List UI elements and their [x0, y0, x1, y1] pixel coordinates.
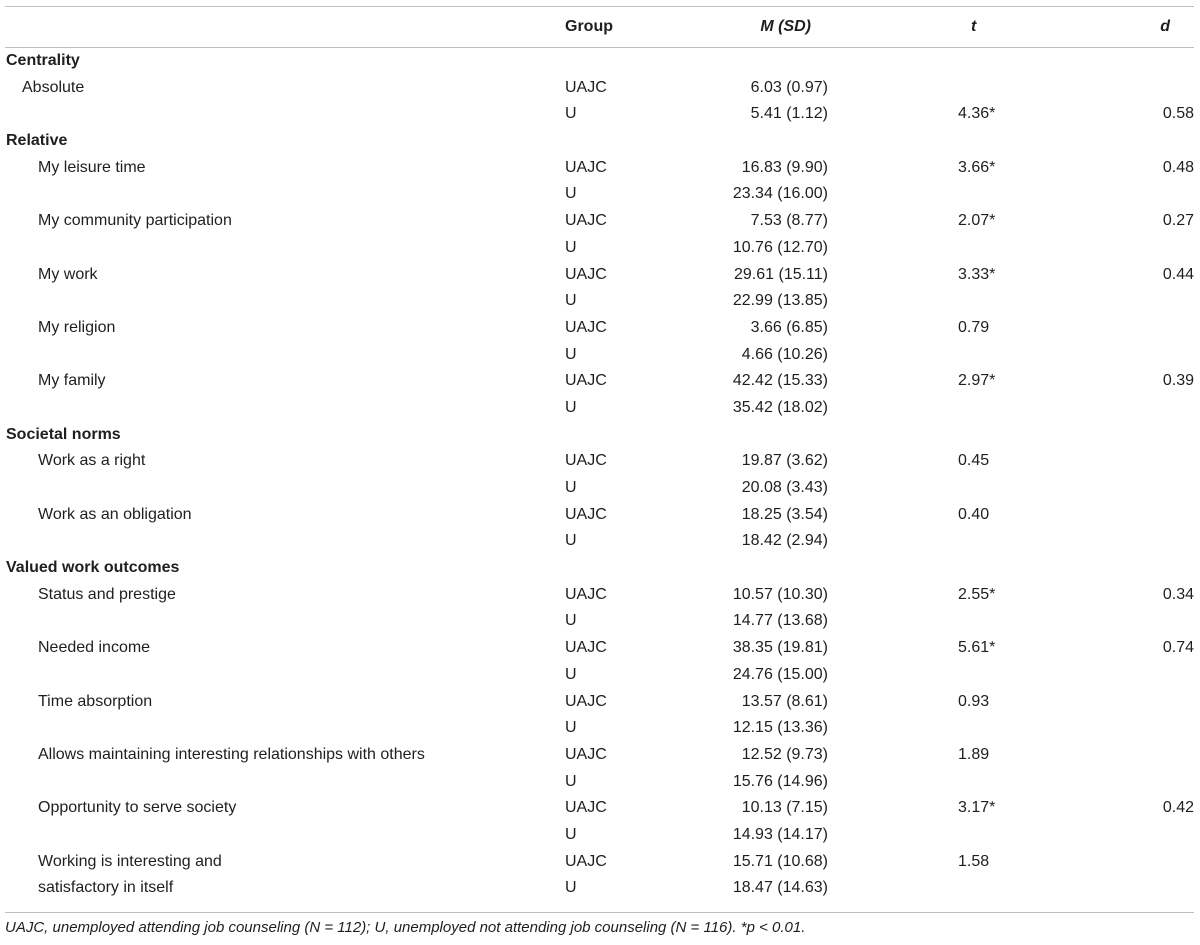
d-value-cell: 0.44	[1162, 265, 1194, 283]
header-m: M	[760, 18, 774, 35]
table-row	[5, 822, 1194, 849]
row-label: My work	[38, 265, 98, 283]
d-value-cell: 0.39	[1162, 372, 1194, 390]
mean-sd-cell: 3.66 (6.85)	[750, 318, 828, 336]
header-sd: (SD)	[778, 18, 811, 35]
group-cell: U	[565, 238, 577, 256]
t-value-cell: 0.45	[958, 452, 990, 470]
table-row	[5, 742, 1194, 769]
mean-sd-cell: 15.76 (14.96)	[732, 772, 828, 790]
mean-sd-cell: 19.87 (3.62)	[741, 452, 828, 470]
group-cell: UAJC	[565, 639, 607, 657]
row-label: My leisure time	[38, 158, 146, 176]
table-row	[5, 208, 1194, 235]
mean-sd-cell: 22.99 (13.85)	[732, 292, 828, 310]
section-row	[5, 422, 1194, 449]
table-row	[5, 582, 1194, 609]
group-cell: UAJC	[565, 852, 607, 870]
table-row	[5, 155, 1194, 182]
header-t: t	[971, 18, 977, 35]
section-heading: Relative	[6, 132, 68, 150]
group-cell: UAJC	[565, 799, 607, 817]
table-row	[5, 315, 1194, 342]
mean-sd-cell: 15.71 (10.68)	[732, 852, 828, 870]
table-row	[5, 769, 1194, 796]
table-row	[5, 368, 1194, 395]
table-row	[5, 528, 1194, 555]
mean-sd-cell: 42.42 (15.33)	[732, 372, 828, 390]
row-label: Work as an obligation	[38, 505, 192, 523]
t-value-cell: 2.97*	[958, 372, 996, 390]
t-value-cell: 0.93	[958, 692, 990, 710]
group-cell: U	[565, 479, 577, 496]
group-cell: U	[565, 612, 577, 630]
mean-sd-cell: 18.47 (14.63)	[732, 879, 828, 897]
mean-sd-cell: 24.76 (15.00)	[732, 665, 828, 683]
group-cell: UAJC	[565, 318, 607, 336]
d-value-cell: 0.48	[1162, 158, 1194, 176]
table-row	[5, 689, 1194, 716]
group-cell: UAJC	[565, 265, 607, 283]
table-row	[5, 101, 1194, 128]
mean-sd-cell: 29.61 (15.11)	[734, 265, 828, 283]
table-row	[5, 875, 1194, 902]
table-body	[5, 48, 1194, 902]
t-value-cell: 2.07*	[958, 212, 996, 230]
mean-sd-cell: 23.34 (16.00)	[732, 185, 828, 203]
group-cell: UAJC	[565, 78, 607, 96]
group-cell: U	[565, 292, 577, 310]
group-cell: U	[565, 825, 577, 843]
table-row	[5, 715, 1194, 742]
header-group: Group	[565, 18, 613, 35]
group-cell: UAJC	[565, 505, 607, 523]
mean-sd-cell: 13.57 (8.61)	[741, 692, 828, 710]
table-footnote: UAJC, unemployed attending job counseling (N = 112); U, unemployed not attending job counseling (N = 116). *p < 0.01.	[5, 912, 1194, 936]
header-m-sd	[760, 7, 811, 47]
mean-sd-cell: 16.83 (9.90)	[741, 158, 828, 176]
section-row	[5, 555, 1194, 582]
group-cell: U	[565, 345, 577, 363]
row-label: Allows maintaining interesting relationships with others	[38, 745, 425, 763]
t-value-cell: 3.66*	[958, 158, 996, 176]
table-row	[5, 502, 1194, 529]
table-header	[5, 7, 1194, 48]
group-cell: U	[565, 772, 577, 790]
table-row	[5, 448, 1194, 475]
row-label: Working is interesting and	[38, 852, 222, 870]
group-cell: U	[565, 719, 577, 737]
table-row	[5, 849, 1194, 876]
mean-sd-cell: 18.25 (3.54)	[741, 505, 828, 523]
row-label: Status and prestige	[38, 585, 176, 603]
row-label: Absolute	[22, 78, 85, 96]
mean-sd-cell: 10.57 (10.30)	[732, 585, 828, 603]
row-label: satisfactory in itself	[38, 879, 174, 897]
group-cell: UAJC	[565, 692, 607, 710]
table-row	[5, 662, 1194, 689]
t-value-cell: 5.61*	[958, 639, 996, 657]
row-label: Needed income	[38, 639, 151, 657]
table-row	[5, 395, 1194, 422]
row-label: My community participation	[38, 212, 232, 230]
group-cell: U	[565, 879, 577, 897]
mean-sd-cell: 7.53 (8.77)	[750, 212, 828, 230]
d-value-cell: 0.58	[1162, 105, 1194, 123]
mean-sd-cell: 5.41 (1.12)	[750, 105, 828, 123]
mean-sd-cell: 6.03 (0.97)	[750, 78, 828, 96]
t-value-cell: 0.79	[958, 318, 990, 336]
group-cell: U	[565, 532, 577, 550]
group-cell: UAJC	[565, 158, 607, 176]
group-cell: U	[565, 105, 577, 123]
row-label: Work as a right	[38, 452, 146, 470]
d-value-cell: 0.34	[1162, 585, 1194, 603]
section-heading: Valued work outcomes	[6, 559, 180, 577]
results-table	[5, 6, 1194, 902]
table-row	[5, 262, 1194, 289]
mean-sd-cell: 14.77 (13.68)	[732, 612, 828, 630]
group-cell: U	[565, 398, 577, 416]
table-row	[5, 235, 1194, 262]
table-row	[5, 75, 1194, 102]
section-heading: Centrality	[6, 52, 80, 69]
section-row	[5, 128, 1194, 155]
row-label: Time absorption	[38, 692, 153, 710]
t-value-cell: 1.89	[958, 745, 990, 763]
table-row	[5, 475, 1194, 502]
group-cell: UAJC	[565, 452, 607, 470]
t-value-cell: 1.58	[958, 852, 990, 870]
mean-sd-cell: 10.13 (7.15)	[741, 799, 828, 817]
d-value-cell: 0.74	[1162, 639, 1194, 657]
t-value-cell: 2.55*	[958, 585, 996, 603]
mean-sd-cell: 35.42 (18.02)	[732, 398, 828, 416]
t-value-cell: 3.33*	[958, 265, 996, 283]
group-cell: UAJC	[565, 212, 607, 230]
section-heading: Societal norms	[6, 425, 121, 443]
group-cell: U	[565, 185, 577, 203]
row-label: My family	[38, 372, 106, 390]
group-cell: UAJC	[565, 372, 607, 390]
group-cell: U	[565, 665, 577, 683]
section-row	[5, 48, 1194, 75]
t-value-cell: 0.40	[958, 505, 990, 523]
mean-sd-cell: 12.15 (13.36)	[732, 719, 828, 737]
group-cell: UAJC	[565, 585, 607, 603]
group-cell: UAJC	[565, 745, 607, 763]
mean-sd-cell: 12.52 (9.73)	[741, 745, 828, 763]
header-d: d	[1160, 18, 1170, 35]
mean-sd-cell: 20.08 (3.43)	[741, 479, 828, 496]
mean-sd-cell: 4.66 (10.26)	[741, 345, 828, 363]
table-row	[5, 288, 1194, 315]
t-value-cell: 4.36*	[958, 105, 996, 123]
table-row	[5, 795, 1194, 822]
row-label: Opportunity to serve society	[38, 799, 237, 817]
row-label: My religion	[38, 318, 116, 336]
d-value-cell: 0.27	[1162, 212, 1194, 230]
mean-sd-cell: 18.42 (2.94)	[741, 532, 828, 550]
table-row	[5, 608, 1194, 635]
t-value-cell: 3.17*	[958, 799, 996, 817]
mean-sd-cell: 10.76 (12.70)	[732, 238, 828, 256]
table-row	[5, 181, 1194, 208]
table-row	[5, 635, 1194, 662]
mean-sd-cell: 14.93 (14.17)	[732, 825, 828, 843]
d-value-cell: 0.42	[1162, 799, 1194, 817]
table-row	[5, 342, 1194, 369]
mean-sd-cell: 38.35 (19.81)	[732, 639, 828, 657]
